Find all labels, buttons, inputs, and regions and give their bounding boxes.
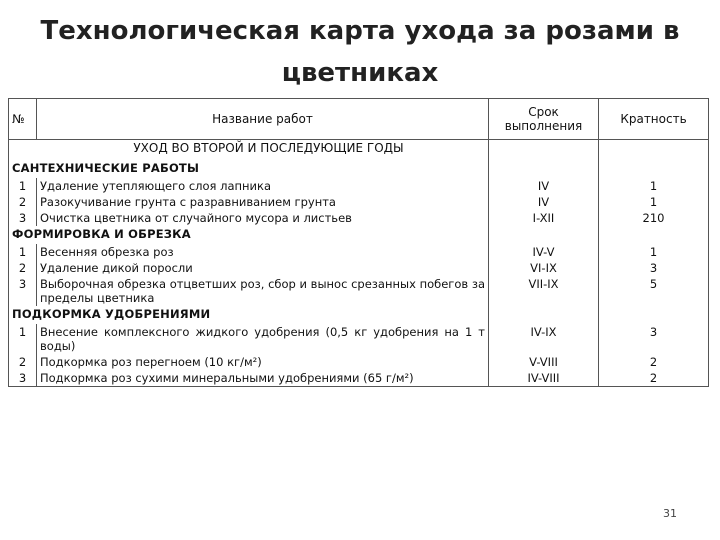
section-title: САНТЕХНИЧЕСКИЕ РАБОТЫ	[9, 160, 489, 178]
row-task-name: Подкормка роз сухими минеральными удобрениями (65 г/м²)	[37, 370, 489, 387]
care-schedule-table	[8, 98, 709, 387]
row-task-name: Разокучивание грунта с разравниванием грунта	[37, 194, 489, 210]
row-frequency: 5	[599, 276, 709, 306]
row-task-name: Удаление дикой поросли	[37, 260, 489, 276]
table-row	[9, 276, 709, 306]
page-number: 31	[663, 507, 677, 520]
row-term: IV-V	[489, 244, 599, 260]
table-row	[9, 210, 709, 226]
column-header-frequency: Кратность	[599, 99, 709, 140]
row-task-name: Весенняя обрезка роз	[37, 244, 489, 260]
page-title: Технологическая карта ухода за розами в цветниках	[40, 16, 680, 88]
row-number: 1	[9, 244, 37, 260]
table-row	[9, 354, 709, 370]
row-frequency: 3	[599, 260, 709, 276]
section-title: ПОДКОРМКА УДОБРЕНИЯМИ	[9, 306, 489, 324]
row-number: 2	[9, 260, 37, 276]
column-header-name: Название работ	[37, 99, 489, 140]
section-title: ФОРМИРОВКА И ОБРЕЗКА	[9, 226, 489, 244]
row-term: VII-IX	[489, 276, 599, 306]
row-term: V-VIII	[489, 354, 599, 370]
row-frequency: 1	[599, 244, 709, 260]
row-frequency: 1	[599, 194, 709, 210]
subheader-row	[9, 140, 709, 161]
row-frequency: 210	[599, 210, 709, 226]
row-number: 1	[9, 178, 37, 194]
row-number: 2	[9, 194, 37, 210]
row-number: 3	[9, 276, 37, 306]
row-task-name: Выборочная обрезка отцветших роз, сбор и вынос срезанных побегов за пределы цветника	[37, 276, 489, 306]
row-frequency: 2	[599, 370, 709, 387]
section-header-row	[9, 306, 709, 324]
row-number: 3	[9, 370, 37, 387]
column-header-no: №	[9, 99, 37, 140]
table-row	[9, 260, 709, 276]
row-number: 3	[9, 210, 37, 226]
row-number: 2	[9, 354, 37, 370]
row-frequency: 1	[599, 178, 709, 194]
row-task-name: Удаление утепляющего слоя лапника	[37, 178, 489, 194]
row-frequency: 3	[599, 324, 709, 354]
subheader-text: УХОД ВО ВТОРОЙ И ПОСЛЕДУЮЩИЕ ГОДЫ	[133, 141, 404, 155]
section-header-row	[9, 160, 709, 178]
row-term: IV	[489, 178, 599, 194]
row-task-name: Внесение комплексного жидкого удобрения (0,5 кг удобрения на 1 т воды)	[37, 324, 489, 354]
column-header-term: Срок выполнения	[489, 99, 599, 140]
table-row	[9, 178, 709, 194]
row-task-name: Подкормка роз перегноем (10 кг/м²)	[37, 354, 489, 370]
row-frequency: 2	[599, 354, 709, 370]
row-term: IV	[489, 194, 599, 210]
table-row	[9, 194, 709, 210]
row-number: 1	[9, 324, 37, 354]
row-term: I-XII	[489, 210, 599, 226]
table-row	[9, 370, 709, 387]
table-row	[9, 244, 709, 260]
row-term: IV-IX	[489, 324, 599, 354]
table-row	[9, 324, 709, 354]
table-header-row	[9, 99, 709, 140]
section-header-row	[9, 226, 709, 244]
row-task-name: Очистка цветника от случайного мусора и листьев	[37, 210, 489, 226]
row-term: IV-VIII	[489, 370, 599, 387]
row-term: VI-IX	[489, 260, 599, 276]
